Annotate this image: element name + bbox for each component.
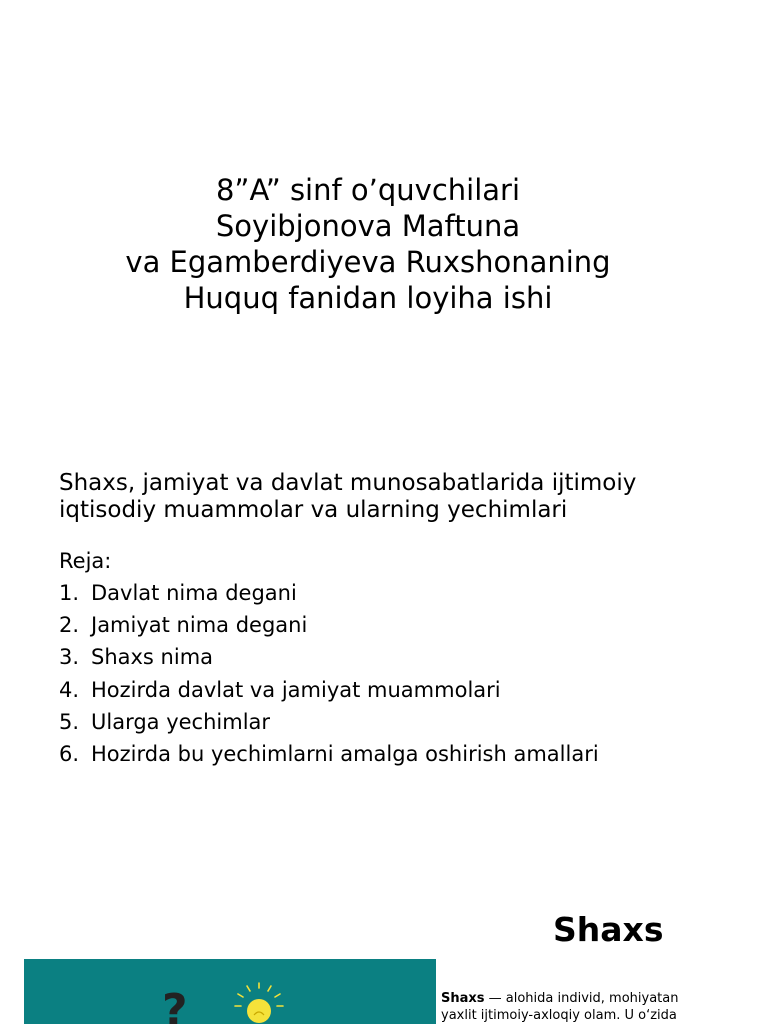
question-mark-icon: ? (162, 985, 188, 1024)
illustration-panel (24, 959, 436, 1024)
plan-item-number: 5. (59, 709, 80, 734)
topic-heading (59, 470, 749, 524)
plan-item-text: Shaxs nima (91, 645, 214, 670)
plan-item-text: Hozirda bu yechimlarni amalga oshirish amallari (91, 741, 599, 766)
title-line: Huquq fanidan loyiha ishi (183, 281, 553, 315)
definition-term: Shaxs (441, 991, 485, 1006)
plan-item-number: 3. (59, 645, 80, 670)
plan-item (59, 741, 599, 773)
topic-heading-line: iqtisodiy muammolar va ularning yechimlari (59, 497, 568, 523)
plan-item-number: 2. (59, 613, 80, 638)
plan-item-text: Hozirda davlat va jamiyat muammolari (91, 677, 501, 702)
shaxs-definition (441, 990, 741, 1024)
plan-item (59, 644, 599, 676)
project-title (0, 172, 736, 316)
plan-label: Reja: (59, 549, 112, 573)
title-line: 8”A” sinf o’quvchilari (215, 173, 521, 207)
definition-text: — alohida individ, mohiyatan (484, 991, 679, 1006)
topic-heading-line: Shaxs, jamiyat va davlat munosabatlarida ijtimoiy (59, 470, 637, 496)
slide-title: Shaxs (553, 910, 664, 949)
lightbulb-icon (229, 979, 289, 1024)
definition-line (441, 990, 741, 1007)
plan-item-text: Davlat nima degani (91, 581, 297, 605)
title-slide (0, 0, 768, 440)
plan-item (59, 709, 599, 741)
title-line: Soyibjonova Maftuna (215, 209, 521, 243)
plan-item-number: 6. (59, 741, 80, 766)
plan-slide (0, 440, 768, 880)
title-line: va Egamberdiyeva Ruxshonaning (125, 245, 611, 279)
plan-item (59, 580, 599, 612)
definition-line: yaxlit ijtimoiy-axloqiy olam. U o‘zida (441, 1008, 677, 1023)
plan-item-text: Jamiyat nima degani (91, 613, 308, 638)
plan-item (59, 612, 599, 644)
plan-list (59, 580, 599, 773)
plan-item (59, 677, 599, 709)
plan-item-text: Ularga yechimlar (91, 709, 271, 734)
shaxs-slide (0, 880, 768, 1024)
plan-item-number: 1. (59, 581, 80, 605)
plan-item-number: 4. (59, 677, 80, 702)
